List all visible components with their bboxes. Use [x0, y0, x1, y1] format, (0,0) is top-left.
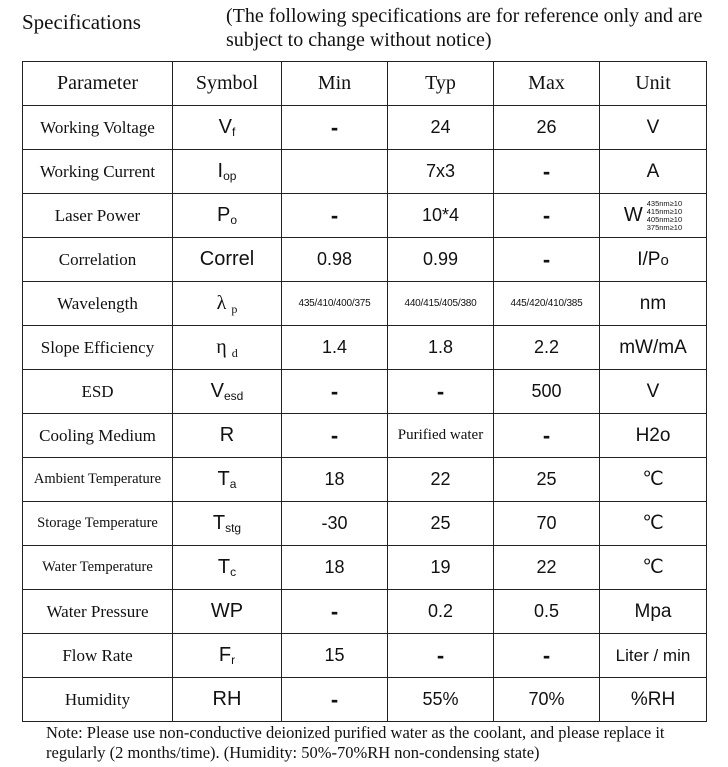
symbol-cell: WP: [173, 590, 282, 634]
table-row: [23, 282, 707, 326]
table-row: [23, 458, 707, 502]
min-cell: -: [282, 370, 388, 414]
table-row: [23, 414, 707, 458]
typ-cell: -: [388, 370, 494, 414]
power-line: 415nm≥10: [646, 206, 683, 216]
table-row: [23, 634, 707, 678]
min-cell: -: [282, 590, 388, 634]
unit-cell: ℃: [600, 546, 707, 590]
parameter-cell: Cooling Medium: [23, 414, 173, 458]
min-cell: -: [282, 106, 388, 150]
unit-cell: I/Po: [600, 238, 707, 282]
unit-cell: Mpa: [600, 590, 707, 634]
typ-cell: 55%: [388, 678, 494, 722]
symbol-cell: $V_{esd}$: [173, 370, 282, 414]
typ-cell: 440/415/405/380: [388, 282, 494, 326]
unit-cell: %RH: [600, 678, 707, 722]
parameter-cell: Working Current: [23, 150, 173, 194]
symbol-cell: λ $_p$: [173, 282, 282, 326]
typ-cell: 7x3: [388, 150, 494, 194]
unit-cell: A: [600, 150, 707, 194]
min-cell: [282, 150, 388, 194]
header-typ: Typ: [388, 62, 494, 106]
table-row: [23, 546, 707, 590]
typ-cell: 0.99: [388, 238, 494, 282]
symbol-cell: η $_d$: [173, 326, 282, 370]
max-cell: -: [494, 238, 600, 282]
typ-cell: 24: [388, 106, 494, 150]
power-line: 375nm≥10: [646, 222, 683, 232]
min-cell: 18: [282, 458, 388, 502]
typ-cell: 22: [388, 458, 494, 502]
unit-cell: ℃: [600, 502, 707, 546]
symbol-cell: $I_{op}$: [173, 150, 282, 194]
table-row: [23, 370, 707, 414]
max-cell: 22: [494, 546, 600, 590]
min-cell: 0.98: [282, 238, 388, 282]
wavelength-power-list: [647, 200, 682, 232]
max-cell: -: [494, 634, 600, 678]
max-cell: 25: [494, 458, 600, 502]
parameter-cell: Ambient Temperature: [23, 458, 173, 502]
max-cell: 70: [494, 502, 600, 546]
unit-cell: [600, 194, 707, 238]
table-row: [23, 106, 707, 150]
header-parameter: Parameter: [23, 62, 173, 106]
parameter-cell: Working Voltage: [23, 106, 173, 150]
max-cell: 26: [494, 106, 600, 150]
parameter-cell: Laser Power: [23, 194, 173, 238]
table-row: [23, 502, 707, 546]
symbol-cell: $F_r$: [173, 634, 282, 678]
max-cell: 0.5: [494, 590, 600, 634]
unit-cell: nm: [600, 282, 707, 326]
typ-cell: 1.8: [388, 326, 494, 370]
table-row: [23, 194, 707, 238]
unit-cell: H2o: [600, 414, 707, 458]
table-header-row: [23, 62, 707, 106]
parameter-cell: ESD: [23, 370, 173, 414]
specifications-table: [22, 61, 707, 722]
header-min: Min: [282, 62, 388, 106]
table-row: [23, 238, 707, 282]
header-unit: Unit: [600, 62, 707, 106]
max-cell: 445/420/410/385: [494, 282, 600, 326]
max-cell: -: [494, 150, 600, 194]
footnote: Note: Please use non-conductive deionized purified water as the coolant, and please replace it regularly (2 months/time). (Humidity: 50%-70%RH non-condensing state): [46, 723, 665, 762]
unit-cell: mW/mA: [600, 326, 707, 370]
unit-cell: V: [600, 370, 707, 414]
max-cell: 500: [494, 370, 600, 414]
symbol-cell: RH: [173, 678, 282, 722]
parameter-cell: Wavelength: [23, 282, 173, 326]
min-cell: -: [282, 678, 388, 722]
parameter-cell: Flow Rate: [23, 634, 173, 678]
symbol-cell: $T_c$: [173, 546, 282, 590]
header-max: Max: [494, 62, 600, 106]
table-row: [23, 678, 707, 722]
min-cell: 18: [282, 546, 388, 590]
table-row: [23, 150, 707, 194]
parameter-cell: Slope Efficiency: [23, 326, 173, 370]
unit-cell: Liter / min: [600, 634, 707, 678]
parameter-cell: Water Temperature: [23, 546, 173, 590]
power-line: 435nm≥10: [646, 198, 683, 208]
header-symbol: Symbol: [173, 62, 282, 106]
typ-cell: 25: [388, 502, 494, 546]
power-line: 405nm≥10: [646, 214, 683, 224]
symbol-cell: R: [173, 414, 282, 458]
page-title: Specifications: [22, 10, 141, 34]
max-cell: 2.2: [494, 326, 600, 370]
typ-cell: 10*4: [388, 194, 494, 238]
symbol-cell: $P_o$: [173, 194, 282, 238]
min-cell: 15: [282, 634, 388, 678]
typ-cell: Purified water: [388, 414, 494, 458]
typ-cell: 0.2: [388, 590, 494, 634]
symbol-cell: $T_{stg}$: [173, 502, 282, 546]
parameter-cell: Correlation: [23, 238, 173, 282]
min-cell: 1.4: [282, 326, 388, 370]
unit-cell: V: [600, 106, 707, 150]
parameter-cell: Humidity: [23, 678, 173, 722]
unit-main: W: [623, 204, 643, 226]
parameter-cell: Storage Temperature: [23, 502, 173, 546]
max-cell: 70%: [494, 678, 600, 722]
max-cell: -: [494, 414, 600, 458]
symbol-cell: Correl: [173, 238, 282, 282]
typ-cell: -: [388, 634, 494, 678]
parameter-cell: Water Pressure: [23, 590, 173, 634]
min-cell: -30: [282, 502, 388, 546]
table-row: [23, 590, 707, 634]
max-cell: -: [494, 194, 600, 238]
unit-cell: ℃: [600, 458, 707, 502]
min-cell: 435/410/400/375: [282, 282, 388, 326]
min-cell: -: [282, 194, 388, 238]
table-row: [23, 326, 707, 370]
disclaimer-text: (The following specifications are for reference only and are subject to change without notice): [226, 5, 703, 51]
typ-cell: 19: [388, 546, 494, 590]
symbol-cell: $V_f$: [173, 106, 282, 150]
symbol-cell: $T_a$: [173, 458, 282, 502]
min-cell: -: [282, 414, 388, 458]
